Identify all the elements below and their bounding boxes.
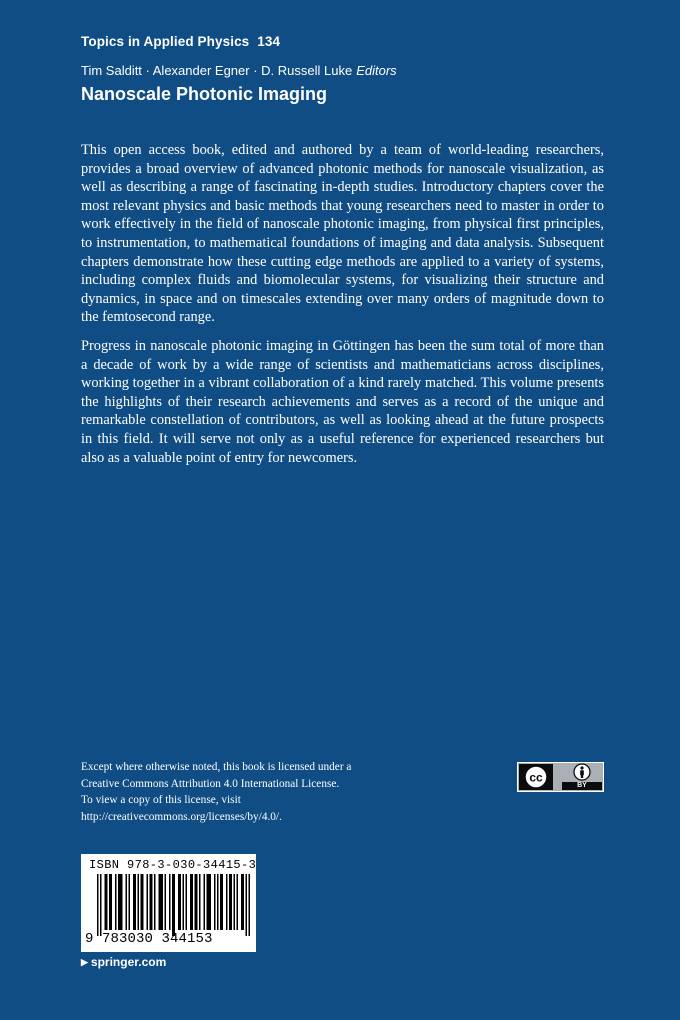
barcode-bar [147, 874, 149, 930]
license-line-1: Except where otherwise noted, this book is licensed under a [81, 761, 352, 773]
barcode-bar [159, 874, 161, 930]
barcode-bar [208, 874, 210, 930]
barcode-bar [214, 874, 216, 930]
barcode-bar [151, 874, 153, 930]
person-icon [572, 763, 592, 783]
isbn-label: ISBN 978-3-030-34415-3 [89, 858, 257, 872]
barcode-bar [186, 874, 188, 930]
barcode-bar [210, 874, 212, 930]
barcode-bar [229, 874, 231, 930]
svg-text:cc: cc [529, 770, 543, 785]
creative-commons-icon [519, 764, 553, 790]
barcode-bar [111, 874, 113, 930]
barcode-bar [138, 874, 140, 930]
barcode-bar [105, 874, 107, 930]
barcode-bar [109, 874, 111, 930]
barcode-bar [241, 874, 243, 930]
editor-names: Tim Salditt · Alexander Egner · D. Russell Luke [81, 63, 353, 78]
barcode-bar [195, 874, 197, 930]
cc-by-badge[interactable] [517, 762, 604, 792]
barcode-bar [246, 874, 248, 936]
barcode-bar [204, 874, 206, 930]
publisher-url: springer.com [90, 955, 167, 969]
publisher-link[interactable] [81, 955, 166, 969]
barcode-bar [234, 874, 236, 930]
license-line-3: To view a copy of this license, visit [81, 794, 241, 806]
barcode-bar [118, 874, 120, 930]
barcode-bar [180, 874, 182, 930]
barcode-bar [115, 874, 117, 930]
barcode-bar [220, 874, 222, 930]
book-title: Nanoscale Photonic Imaging [81, 84, 328, 104]
barcode-bar [222, 874, 224, 930]
barcode-bar [133, 874, 135, 930]
barcode-bar [165, 874, 167, 930]
barcode-bar [142, 874, 144, 930]
barcode-bar [199, 874, 201, 930]
barcode-bar [162, 874, 164, 930]
barcode-bar [217, 874, 219, 930]
series-line [81, 34, 280, 49]
series-number: 134 [257, 34, 281, 49]
barcode-bar [154, 874, 156, 930]
barcode-digits: 9 783030 344153 [85, 931, 213, 947]
series-name: Topics in Applied Physics [81, 34, 250, 49]
license-notice [81, 759, 401, 825]
abstract-paragraph-1: This open access book, edited and authored by a team of world-leading researchers, provides a broad overview of advanced photonic methods for nanoscale visualization, as well as describing a range of fascinating in-depth studies. Introductory chapters cover the most relevant physics and basic methods that young researchers need to master in order to work effectively in the field of nanoscale photonic imaging, from physical first principles, to instrumentation, to mathematical foundations of imaging and data analysis. Subsequent chapters demonstrate how these cutting edge methods are applied to a variety of systems, including complex fluids and biomolecular systems, for visualizing their structure and dynamics, in space and on timescales extending over many orders of magnitude down to the femtosecond range. [81, 142, 604, 326]
barcode-bar [126, 874, 128, 930]
barcode-bar [160, 874, 162, 930]
license-url[interactable]: http://creativecommons.org/licenses/by/4.0/. [81, 810, 282, 823]
barcode-bar [183, 874, 185, 930]
barcode-bar [169, 874, 171, 930]
barcode-bar [196, 874, 198, 930]
by-label: BY [562, 782, 602, 790]
barcode-bar [120, 874, 122, 930]
barcode-bar [135, 874, 137, 930]
barcode-bar [172, 874, 174, 936]
barcode-bar [231, 874, 233, 930]
barcode-bar [141, 874, 143, 930]
barcode-bar [150, 874, 152, 930]
barcode-bar [129, 874, 131, 930]
barcode-bar [226, 874, 228, 930]
barcode-bar [121, 874, 123, 930]
arrow-right-icon: ▶ [81, 956, 88, 967]
isbn-barcode [81, 854, 256, 952]
editors-line [81, 63, 397, 78]
barcode-bar [106, 874, 108, 930]
barcode-bar [97, 874, 99, 936]
abstract-paragraph-2: Progress in nanoscale photonic imaging in Göttingen has been the sum total of more than a decade of work by a wide range of scientists and mathematicians across disciplines, working together in a vibrant collaboration of a kind rarely matched. This volume presents the highlights of their research achievements and serves as a record of the unique and remarkable constellation of contributors, as well as looking ahead at the future prospects in this field. It will serve not only as a useful reference for experienced researchers but also as a valuable point of entry for newcomers. [81, 337, 604, 466]
abstract [81, 141, 604, 477]
barcode-bar [243, 874, 245, 930]
barcode-bar [100, 874, 102, 936]
barcode-bar [190, 874, 192, 930]
barcode-bar [192, 874, 194, 930]
barcode-bar [178, 874, 180, 930]
barcode-bar [249, 874, 251, 936]
barcode-bar [174, 874, 176, 936]
editors-role: Editors [356, 63, 397, 78]
cc-block [519, 764, 553, 790]
barcode-bar [237, 874, 239, 930]
license-line-2: Creative Commons Attribution 4.0 International License. [81, 777, 340, 790]
barcode-bar [207, 874, 209, 930]
